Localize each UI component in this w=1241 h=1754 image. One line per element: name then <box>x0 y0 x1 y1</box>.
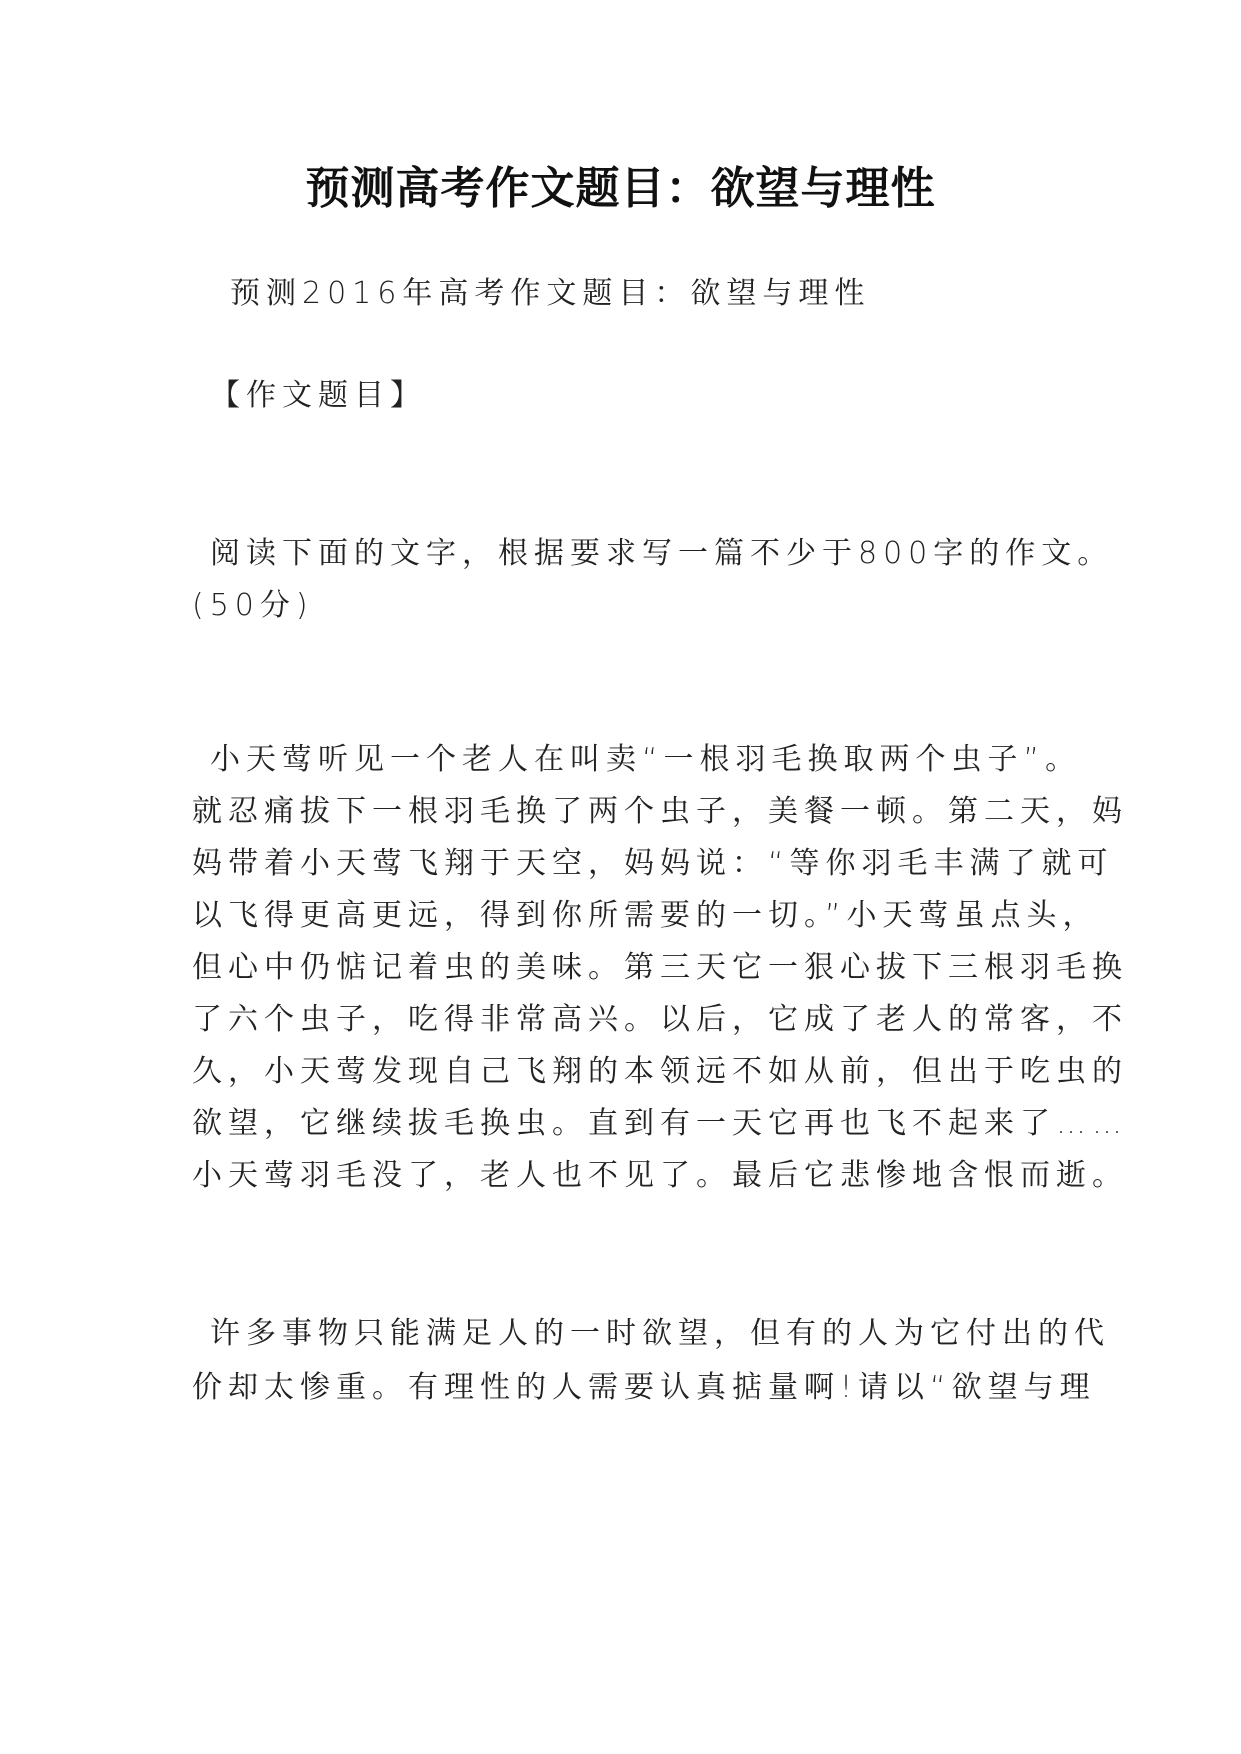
story-line: 了六个虫子，吃得非常高兴。以后，它成了老人的常客，不 <box>192 1002 1128 1037</box>
story-line: 以飞得更高更远，得到你所需要的一切。”小天莺虽点头， <box>192 898 1099 933</box>
document-subtitle: 预测2016年高考作文题目：欲望与理性 <box>230 276 871 311</box>
instruction-line: (50分) <box>192 588 314 623</box>
story-line: 小天莺听见一个老人在叫卖“一根羽毛换取两个虫子”。 <box>210 742 1082 777</box>
document-title: 预测高考作文题目：欲望与理性 <box>305 163 936 214</box>
story-line: 妈带着小天莺飞翔于天空，妈妈说：“等你羽毛丰满了就可 <box>192 846 1114 881</box>
story-line: 就忍痛拔下一根羽毛换了两个虫子，美餐一顿。第二天，妈 <box>192 794 1128 829</box>
instruction-line: 阅读下面的文字，根据要求写一篇不少于800字的作文。 <box>210 536 1114 571</box>
story-line: 欲望，它继续拔毛换虫。直到有一天它再也飞不起来了…… <box>192 1106 1128 1141</box>
story-line: 但心中仍惦记着虫的美味。第三天它一狠心拔下三根羽毛换 <box>192 950 1128 985</box>
section-heading: 【作文题目】 <box>210 378 426 413</box>
story-line: 久，小天莺发现自己飞翔的本领远不如从前，但出于吃虫的 <box>192 1054 1128 1089</box>
reflection-line: 许多事物只能满足人的一时欲望，但有的人为它付出的代 <box>210 1316 1110 1351</box>
reflection-line: 价却太惨重。有理性的人需要认真掂量啊!请以“欲望与理 <box>192 1370 1096 1405</box>
story-line: 小天莺羽毛没了，老人也不见了。最后它悲惨地含恨而逝。 <box>192 1158 1128 1193</box>
